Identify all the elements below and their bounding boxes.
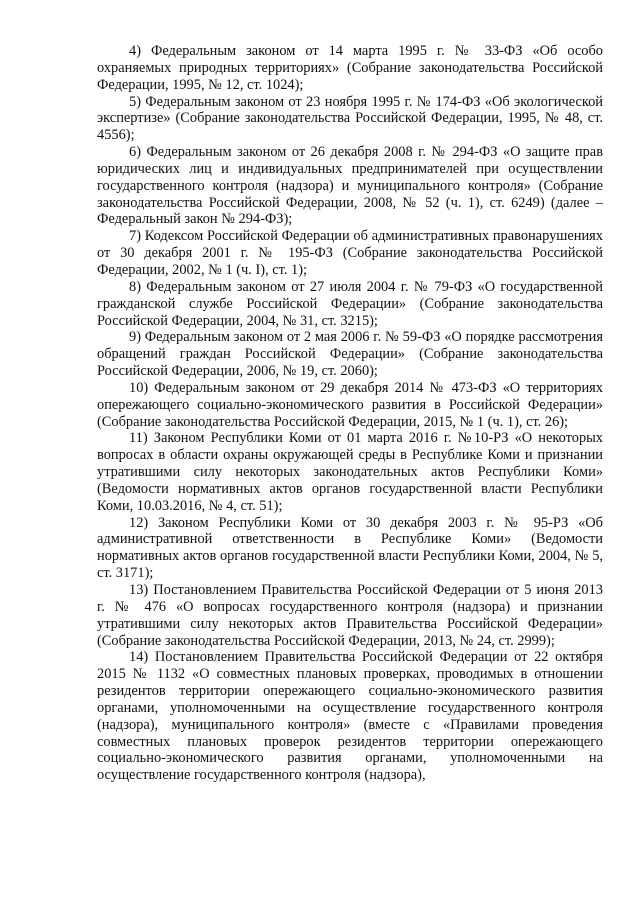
list-item-11: 11) Законом Республики Коми от 01 марта 2016 г. №10-РЗ «О некоторых вопросах в области охраны окружающей среды в Республике Коми и признании утратившими силу некоторых законодательных актов Республики Коми» (Ведомости нормативных актов органов государственной власти Республики Коми, 10.03.2016, № 4, ст. 51); [97, 430, 603, 514]
document-body [97, 43, 603, 784]
list-item-14: 14) Постановлением Правительства Российской Федерации от 22 октября 2015 № 1132 «О совместных плановых проверках, проводимых в отношении резидентов территории опережающего социально-экономического развития органами, уполномоченными на осуществление государственного контроля (надзора), муниципального контроля» (вместе с «Правилами проведения совместных плановых проверок резидентов территории опережающего социально-экономического развития органами, уполномоченными на осуществление государственного контроля (надзора), [97, 649, 603, 784]
list-item-8: 8) Федеральным законом от 27 июля 2004 г. № 79-ФЗ «О государственной гражданской службе Российской Федерации» (Собрание законодательства Российской Федерации, 2004, № 31, ст. 3215); [97, 278, 603, 329]
list-item-12: 12) Законом Республики Коми от 30 декабря 2003 г. № 95-РЗ «Об административной ответственности в Республике Коми» (Ведомости нормативных актов органов государственной власти Республики Коми, 2004, № 5, ст. 3171); [97, 514, 603, 582]
list-item-13: 13) Постановлением Правительства Российской Федерации от 5 июня 2013 г. № 476 «О вопросах государственного контроля (надзора) и признании утратившими силу некоторых актов Правительства Российской Федерации» (Собрание законодательства Российской Федерации, 2013, № 24, ст. 2999); [97, 582, 603, 649]
list-item-6: 6) Федеральным законом от 26 декабря 2008 г. № 294-ФЗ «О защите прав юридических лиц и индивидуальных предпринимателей при осуществлении государственного контроля (надзора) и муниципального контроля» (Собрание законодательства Российской Федерации, 2008, № 52 (ч. 1), ст. 6249) (далее – Федеральный закон № 294-ФЗ); [97, 144, 603, 228]
list-item-7: 7) Кодексом Российской Федерации об административных правонарушениях от 30 декабря 2001 г. № 195-ФЗ (Собрание законодательства Российской Федерации, 2002, № 1 (ч. I), ст. 1); [97, 228, 603, 278]
list-item-4: 4) Федеральным законом от 14 марта 1995 г. № 33-ФЗ «Об особо охраняемых природных территориях» (Собрание законодательства Российской Федерации, 1995, № 12, ст. 1024); [97, 43, 603, 93]
list-item-9: 9) Федеральным законом от 2 мая 2006 г. № 59-ФЗ «О порядке рассмотрения обращений граждан Российской Федерации» (Собрание законодательства Российской Федерации, 2006, № 19, ст. 2060); [97, 329, 603, 380]
list-item-5: 5) Федеральным законом от 23 ноября 1995 г. № 174-ФЗ «Об экологической экспертизе» (Собрание законодательства Российской Федерации, 1995, № 48, ст. 4556); [97, 93, 603, 144]
list-item-10: 10) Федеральным законом от 29 декабря 2014 № 473-ФЗ «О территориях опережающего социально-экономического развития в Российской Федерации» (Собрание законодательства Российской Федерации, 2015, № 1 (ч. 1), ст. 26); [97, 379, 603, 430]
